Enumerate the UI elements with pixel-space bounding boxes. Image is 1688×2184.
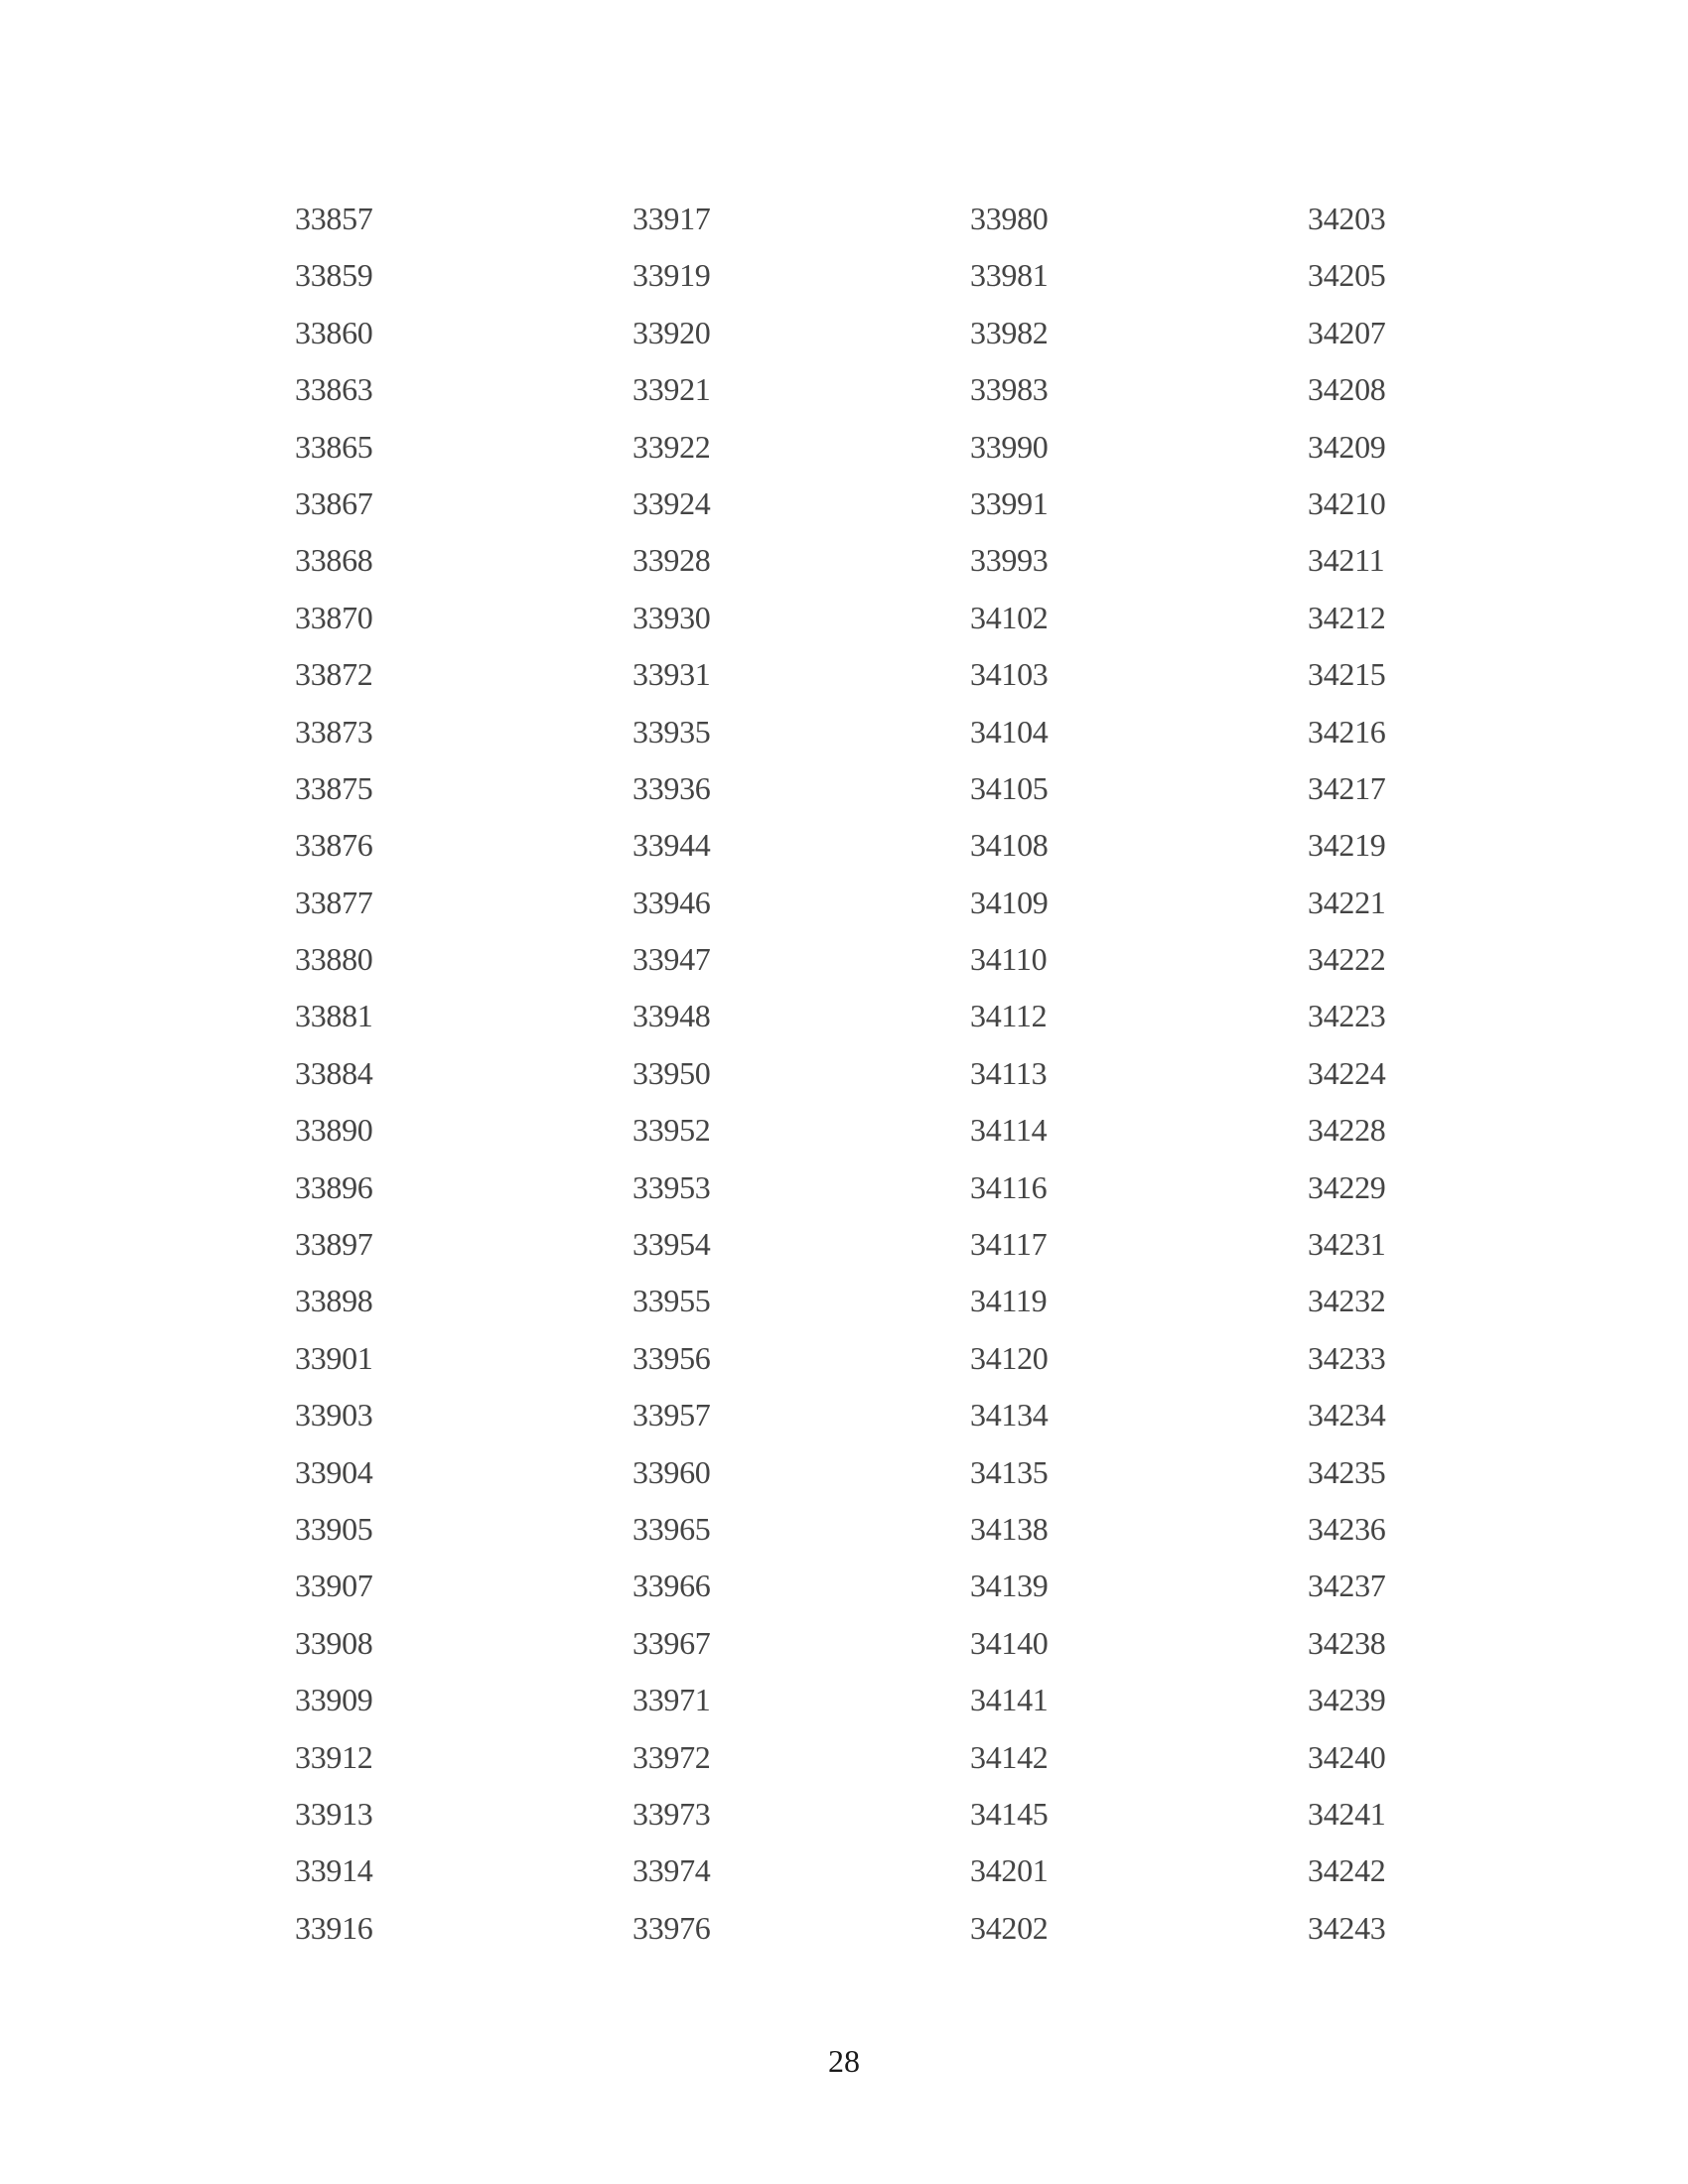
list-item: 33983 bbox=[970, 371, 1049, 408]
list-item: 34202 bbox=[970, 1909, 1049, 1946]
list-item: 33955 bbox=[633, 1283, 711, 1319]
list-item: 33976 bbox=[633, 1909, 711, 1946]
list-item: 33884 bbox=[295, 1054, 373, 1091]
number-column-3 bbox=[970, 197, 1308, 1963]
list-item: 33897 bbox=[295, 1226, 373, 1263]
list-item: 33920 bbox=[633, 314, 711, 350]
list-item: 34216 bbox=[1308, 713, 1386, 750]
list-item: 34207 bbox=[1308, 314, 1386, 350]
list-item: 33972 bbox=[633, 1738, 711, 1775]
list-item: 34221 bbox=[1308, 884, 1386, 920]
list-item: 33980 bbox=[970, 201, 1049, 236]
list-item: 33898 bbox=[295, 1283, 373, 1319]
list-item: 33991 bbox=[970, 484, 1049, 521]
list-item: 33907 bbox=[295, 1568, 373, 1604]
list-item: 33966 bbox=[633, 1568, 711, 1604]
list-item: 33931 bbox=[633, 656, 711, 693]
list-item: 33946 bbox=[633, 884, 711, 920]
list-item: 33981 bbox=[970, 257, 1049, 294]
list-item: 33873 bbox=[295, 713, 373, 750]
list-item: 34234 bbox=[1308, 1397, 1386, 1433]
list-item: 33917 bbox=[633, 201, 711, 236]
list-item: 33896 bbox=[295, 1168, 373, 1205]
list-item: 33957 bbox=[633, 1397, 711, 1433]
list-item: 34105 bbox=[970, 769, 1049, 806]
list-item: 33905 bbox=[295, 1510, 373, 1547]
list-item: 33919 bbox=[633, 257, 711, 294]
list-item: 33916 bbox=[295, 1909, 373, 1946]
list-item: 33952 bbox=[633, 1112, 711, 1149]
list-item: 33928 bbox=[633, 542, 711, 579]
list-item: 33880 bbox=[295, 941, 373, 978]
list-item: 33965 bbox=[633, 1510, 711, 1547]
list-item: 34201 bbox=[970, 1852, 1049, 1889]
list-item: 33922 bbox=[633, 428, 711, 465]
list-item: 34243 bbox=[1308, 1909, 1386, 1946]
list-item: 33930 bbox=[633, 599, 711, 635]
list-item: 33881 bbox=[295, 998, 373, 1034]
list-item: 33960 bbox=[633, 1453, 711, 1490]
list-item: 33948 bbox=[633, 998, 711, 1034]
list-item: 34203 bbox=[1308, 201, 1386, 236]
list-item: 33990 bbox=[970, 428, 1049, 465]
list-item: 34242 bbox=[1308, 1852, 1386, 1889]
list-item: 33936 bbox=[633, 769, 711, 806]
list-item: 34215 bbox=[1308, 656, 1386, 693]
list-item: 34109 bbox=[970, 884, 1049, 920]
list-item: 33872 bbox=[295, 656, 373, 693]
list-item: 34142 bbox=[970, 1738, 1049, 1775]
list-item: 33908 bbox=[295, 1624, 373, 1661]
list-item: 34224 bbox=[1308, 1054, 1386, 1091]
list-item: 34112 bbox=[970, 998, 1048, 1034]
list-item: 34205 bbox=[1308, 257, 1386, 294]
list-item: 34145 bbox=[970, 1795, 1049, 1832]
list-item: 34240 bbox=[1308, 1738, 1386, 1775]
list-item: 33870 bbox=[295, 599, 373, 635]
list-item: 33890 bbox=[295, 1112, 373, 1149]
list-item: 34208 bbox=[1308, 371, 1386, 408]
list-item: 33863 bbox=[295, 371, 373, 408]
list-item: 33973 bbox=[633, 1795, 711, 1832]
list-item: 33935 bbox=[633, 713, 711, 750]
list-item: 34108 bbox=[970, 827, 1049, 864]
list-item: 34232 bbox=[1308, 1283, 1386, 1319]
list-item: 34211 bbox=[1308, 542, 1385, 579]
page-number: 28 bbox=[828, 2043, 860, 2079]
list-item: 34233 bbox=[1308, 1339, 1386, 1376]
list-item: 34139 bbox=[970, 1568, 1049, 1604]
list-item: 34114 bbox=[970, 1112, 1048, 1149]
list-item: 34236 bbox=[1308, 1510, 1386, 1547]
list-item: 34102 bbox=[970, 599, 1049, 635]
list-item: 34237 bbox=[1308, 1568, 1386, 1604]
list-item: 33860 bbox=[295, 314, 373, 350]
list-item: 33921 bbox=[633, 371, 711, 408]
list-item: 33904 bbox=[295, 1453, 373, 1490]
list-item: 33947 bbox=[633, 941, 711, 978]
list-item: 34231 bbox=[1308, 1226, 1386, 1263]
list-item: 33950 bbox=[633, 1054, 711, 1091]
list-item: 34217 bbox=[1308, 769, 1386, 806]
list-item: 34140 bbox=[970, 1624, 1049, 1661]
list-item: 33909 bbox=[295, 1682, 373, 1718]
list-item: 33956 bbox=[633, 1339, 711, 1376]
list-item: 34135 bbox=[970, 1453, 1049, 1490]
number-column-4 bbox=[1308, 197, 1645, 1963]
list-item: 34222 bbox=[1308, 941, 1386, 978]
list-item: 33865 bbox=[295, 428, 373, 465]
list-item: 34103 bbox=[970, 656, 1049, 693]
list-item: 33954 bbox=[633, 1226, 711, 1263]
list-item: 33944 bbox=[633, 827, 711, 864]
list-item: 34138 bbox=[970, 1510, 1049, 1547]
list-item: 34241 bbox=[1308, 1795, 1386, 1832]
list-item: 34120 bbox=[970, 1339, 1049, 1376]
list-item: 34210 bbox=[1308, 484, 1386, 521]
list-item: 33971 bbox=[633, 1682, 711, 1718]
list-item: 33875 bbox=[295, 769, 373, 806]
list-item: 34212 bbox=[1308, 599, 1386, 635]
list-item: 34134 bbox=[970, 1397, 1049, 1433]
list-item: 33877 bbox=[295, 884, 373, 920]
list-item: 34113 bbox=[970, 1054, 1048, 1091]
list-item: 34119 bbox=[970, 1283, 1048, 1319]
list-item: 34110 bbox=[970, 941, 1048, 978]
list-item: 34209 bbox=[1308, 428, 1386, 465]
list-item: 34229 bbox=[1308, 1168, 1386, 1205]
list-item: 34223 bbox=[1308, 998, 1386, 1034]
list-item: 34239 bbox=[1308, 1682, 1386, 1718]
list-item: 33913 bbox=[295, 1795, 373, 1832]
list-item: 33967 bbox=[633, 1624, 711, 1661]
number-column-2 bbox=[633, 197, 970, 1963]
list-item: 33876 bbox=[295, 827, 373, 864]
list-item: 34141 bbox=[970, 1682, 1049, 1718]
list-item: 33974 bbox=[633, 1852, 711, 1889]
list-item: 34228 bbox=[1308, 1112, 1386, 1149]
list-item: 33901 bbox=[295, 1339, 373, 1376]
number-column-1 bbox=[295, 197, 633, 1963]
list-item: 33867 bbox=[295, 484, 373, 521]
list-item: 34104 bbox=[970, 713, 1049, 750]
list-item: 33859 bbox=[295, 257, 373, 294]
list-item: 33924 bbox=[633, 484, 711, 521]
list-item: 33953 bbox=[633, 1168, 711, 1205]
list-item: 33868 bbox=[295, 542, 373, 579]
list-item: 34219 bbox=[1308, 827, 1386, 864]
list-item: 33982 bbox=[970, 314, 1049, 350]
list-item: 33993 bbox=[970, 542, 1049, 579]
list-item: 34235 bbox=[1308, 1453, 1386, 1490]
list-item: 33914 bbox=[295, 1852, 373, 1889]
list-item: 34116 bbox=[970, 1168, 1048, 1205]
list-item: 33912 bbox=[295, 1738, 373, 1775]
list-item: 33857 bbox=[295, 201, 373, 236]
list-item: 33903 bbox=[295, 1397, 373, 1433]
list-item: 34238 bbox=[1308, 1624, 1386, 1661]
list-item: 34117 bbox=[970, 1226, 1048, 1263]
number-grid bbox=[295, 197, 1437, 1963]
